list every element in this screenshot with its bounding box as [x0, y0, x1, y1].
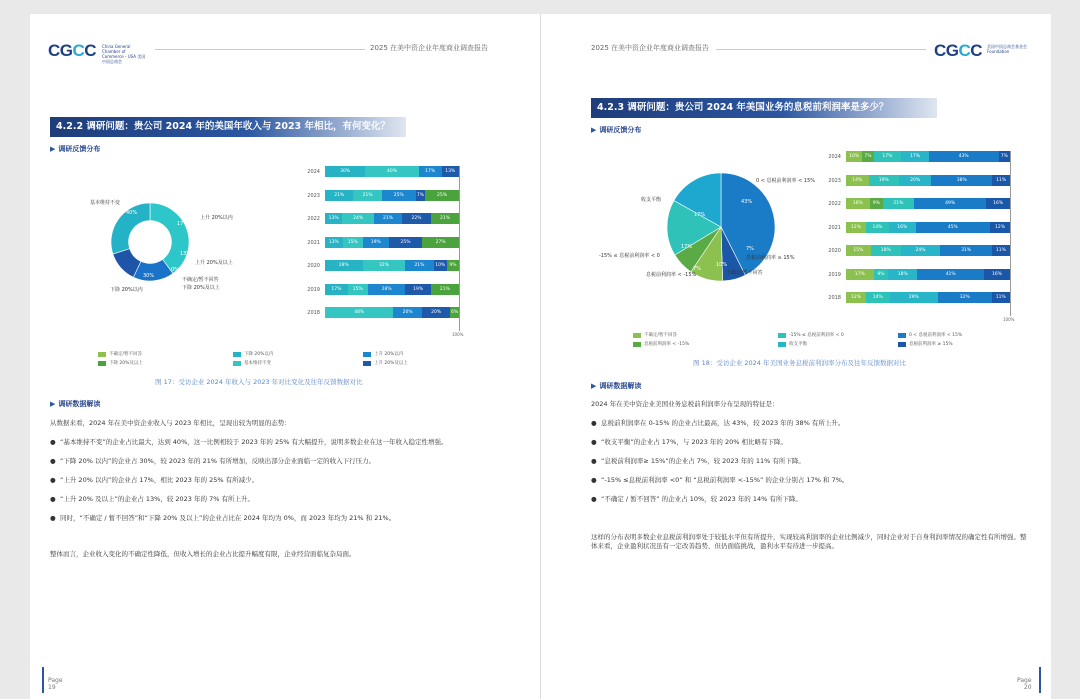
pie-label: 0 < 息税前利润率 < 15% — [756, 178, 816, 184]
bar-year-label: 2022 — [307, 216, 320, 222]
pie-value: 13% — [180, 251, 192, 257]
axis-line — [459, 166, 460, 331]
bar-row — [846, 151, 1010, 162]
chart-legend — [98, 351, 438, 371]
chart-legend — [633, 332, 1013, 352]
legend-item: 下降 20%及以上 — [98, 360, 143, 366]
page-marker — [1039, 667, 1041, 693]
pie-value: 17% — [681, 244, 693, 250]
bar-year-label: 2019 — [307, 286, 320, 293]
bar-segment: 28% — [368, 284, 406, 295]
logo-subtitle: 美国中国总商会基金会 Foundation — [987, 44, 1027, 54]
pie-value: 0% — [171, 267, 179, 273]
report-title: 2025 在美中资企业年度商业调查报告 — [370, 44, 489, 52]
pie-label: 不确定/暂不回答 — [726, 270, 763, 276]
section-title: 4.2.3 调研问题：贵公司 2024 年美国业务的息税前利润率是多少？ — [591, 98, 937, 118]
legend-item: 息税前利润率 ≥ 15% — [898, 341, 953, 347]
page-marker — [42, 667, 44, 693]
bar-year-label: 2021 — [828, 224, 841, 231]
legend-item: 不确定/暂不回答 — [98, 351, 142, 357]
bar-year-label: 2024 — [828, 154, 841, 160]
bar-row — [846, 245, 1010, 256]
bar-segment: 20% — [393, 307, 422, 318]
bar-segment: 49% — [914, 198, 986, 209]
bar-row — [846, 175, 1010, 186]
section-title: 4.2.2 调研问题：贵公司 2024 年的美国年收入与 2023 年相比，有何变化？ — [50, 117, 406, 137]
bullet-item: ● “上升 20% 以内”的企业占 17%，相比 2023 年的 25% 有所减少。 — [50, 476, 259, 484]
bar-segment: 14% — [846, 175, 869, 186]
bar-segment: 21% — [353, 190, 381, 201]
bar-segment: 21% — [431, 213, 459, 224]
pie-label: 收支平衡 — [641, 197, 662, 203]
bar-segment: 21% — [431, 284, 459, 295]
bar-segment: 17% — [846, 269, 874, 280]
bar-segment: 29% — [890, 292, 939, 303]
pie-value: 7% — [693, 266, 701, 272]
bar-year-label: 2021 — [307, 239, 320, 246]
axis-end-label: 100% — [1003, 316, 1015, 322]
header-rule — [716, 49, 926, 50]
bar-segment: 18% — [888, 269, 917, 280]
ebit-margin-stacked-bars — [821, 151, 1015, 331]
bar-segment: 12% — [846, 222, 866, 233]
report-title: 2025 在美中资企业年度商业调查报告 — [591, 44, 710, 52]
bar-segment: 9% — [874, 269, 889, 280]
bar-year-label: 2023 — [828, 177, 841, 184]
bullet-item: ● 同时，“不确定 / 暂不回答”和“下降 20% 及以上”的企业占比在 2024 年均为 0%，而 2023 年均为 21% 和 21%。 — [50, 514, 396, 522]
bar-segment: 13% — [325, 213, 342, 224]
bar-row — [325, 284, 459, 295]
pie-value: 10% — [716, 262, 728, 268]
bar-segment: 11% — [992, 245, 1010, 256]
bar-segment: 30% — [325, 166, 365, 177]
bar-segment: 20% — [899, 175, 931, 186]
bar-year-label: 2018 — [307, 310, 320, 316]
bar-segment: 22% — [402, 213, 431, 224]
bar-segment: 17% — [419, 166, 442, 177]
page-number: Page 19 — [48, 677, 63, 691]
legend-item: 不确定/暂不回答 — [633, 332, 677, 338]
bar-row — [325, 260, 459, 271]
bar-segment: 21% — [325, 190, 353, 201]
bar-segment: 10% — [846, 151, 862, 162]
cgcc-logo: CGCC — [934, 41, 983, 60]
bar-segment: 16% — [986, 198, 1010, 209]
pie-value: 30% — [143, 273, 155, 279]
bar-year-label: 2023 — [307, 192, 320, 199]
bar-row — [846, 269, 1010, 280]
bullet-item: ● “上升 20% 及以上”的企业占 13%，较 2023 年的 7% 有所上升。 — [50, 495, 254, 503]
triangle-icon: ▶ — [50, 400, 56, 408]
bar-segment: 7% — [999, 151, 1010, 162]
bar-segment: 43% — [929, 151, 999, 162]
pie-value: 7% — [746, 246, 754, 252]
bar-row — [846, 198, 1010, 209]
bar-segment: 9% — [870, 198, 883, 209]
pie-value: 17% — [694, 212, 706, 218]
bar-row — [325, 237, 459, 248]
triangle-icon: ▶ — [50, 145, 56, 153]
bar-segment: 32% — [938, 292, 992, 303]
page-20 — [540, 14, 1051, 699]
bar-segment: 38% — [931, 175, 992, 186]
pie-label: 上升 20%及以上 — [195, 260, 233, 266]
pie-label: 下降 20%及以上 — [182, 285, 220, 291]
bar-year-label: 2018 — [828, 295, 841, 301]
bar-segment: 16% — [846, 198, 870, 209]
cgcc-logo: CGCC — [48, 41, 97, 60]
page-19 — [30, 14, 540, 699]
bar-segment: 15% — [846, 245, 871, 256]
pie-label: 上升 20%以内 — [200, 215, 233, 221]
bullet-item: ● 息税前利润率在 0-15% 的企业占比最高，达 43%，较 2023 年的 38% 有所上升。 — [591, 419, 845, 427]
bar-segment: 7% — [862, 151, 873, 162]
bar-row — [846, 292, 1010, 303]
subheading-distribution: ▶ 调研反馈分布 — [591, 126, 642, 134]
bar-segment: 15% — [343, 237, 363, 248]
bar-segment: 31% — [940, 245, 991, 256]
bar-segment: 17% — [874, 151, 902, 162]
bar-row — [325, 307, 459, 318]
bar-segment: 7% — [416, 190, 425, 201]
bar-segment: 16% — [889, 222, 916, 233]
legend-item: 上升 20%及以上 — [363, 360, 408, 366]
bar-year-label: 2024 — [307, 169, 320, 175]
bar-row — [325, 213, 459, 224]
pie-value: 17% — [177, 221, 189, 227]
bar-segment: 25% — [382, 190, 416, 201]
bar-segment: 20% — [422, 307, 451, 318]
bar-row — [846, 222, 1010, 233]
bar-segment: 15% — [348, 284, 368, 295]
legend-item: 上升 20%以内 — [363, 351, 403, 357]
bullet-item: ● “下降 20% 以内”的企业占 30%，较 2023 年的 21% 有所增加，反映出部分企业面临一定的收入下行压力。 — [50, 457, 376, 465]
bullet-item: ● “息税前利润率≥ 15%”的企业占 7%，较 2023 年的 11% 有所下降。 — [591, 457, 805, 465]
bar-segment: 21% — [405, 260, 433, 271]
pie-label: 基本维持不变 — [90, 200, 121, 206]
bar-segment: 6% — [450, 307, 459, 318]
bullet-item: ● “不确定 / 暂不回答” 的企业占 10%，较 2023 年的 14% 有所下降。 — [591, 495, 802, 503]
intro-text: 2024 年在美中资企业美国业务息税前利润率分布呈现的特征是： — [591, 400, 779, 408]
figure-caption: 图 17：受访企业 2024 年收入与 2023 年对比变化及往年反馈数据对比 — [155, 378, 363, 386]
legend-item: 基本维持不变 — [233, 360, 271, 366]
bar-segment: 13% — [325, 237, 343, 248]
bar-row — [325, 166, 459, 177]
pie-label: 息税前利润率 < -15% — [646, 272, 697, 278]
bar-segment: 17% — [325, 284, 348, 295]
bar-segment: 14% — [866, 222, 889, 233]
bar-segment: 21% — [883, 198, 914, 209]
bar-segment: 19% — [405, 284, 430, 295]
pie-label: 息税前利润率 ≥ 15% — [746, 255, 795, 261]
triangle-icon: ▶ — [591, 126, 597, 134]
bar-segment: 14% — [866, 292, 889, 303]
revenue-change-stacked-bars — [300, 166, 464, 346]
figure-caption: 图 18：受访企业 2024 年美国业务息税前利润率分布及往年反馈数据对比 — [693, 359, 907, 367]
bar-row — [325, 190, 459, 201]
bar-segment: 28% — [325, 260, 363, 271]
pie-value: 40% — [126, 210, 138, 216]
bar-year-label: 2020 — [828, 248, 841, 254]
bar-segment: 41% — [917, 269, 984, 280]
bar-segment: 45% — [916, 222, 991, 233]
bullet-item: ● “收支平衡”的企业占 17%，与 2023 年的 20% 相比略有下降。 — [591, 438, 788, 446]
bar-segment: 48% — [325, 307, 393, 318]
triangle-icon: ▶ — [591, 382, 597, 390]
bar-segment: 25% — [389, 237, 423, 248]
intro-text: 从数据来看，2024 年在美中资企业收入与 2023 年相比，呈现出较为明显的态势： — [50, 419, 291, 427]
bar-segment: 18% — [871, 245, 901, 256]
bar-segment: 25% — [425, 190, 459, 201]
pie-label: -15% ≤ 息税前利润率 < 0 — [599, 253, 660, 259]
bar-segment: 17% — [901, 151, 929, 162]
bar-segment: 12% — [990, 222, 1010, 233]
bar-year-label: 2019 — [828, 271, 841, 278]
bar-segment: 40% — [365, 166, 419, 177]
bar-year-label: 2022 — [828, 201, 841, 207]
bar-segment: 11% — [992, 175, 1010, 186]
bar-segment: 13% — [442, 166, 459, 177]
subheading-distribution: ▶ 调研反馈分布 — [50, 145, 101, 153]
conclusion-text: 整体而言，企业收入变化的不确定性降低，但收入增长的企业占比提升幅度有限，企业经营面临复杂局面。 — [50, 550, 356, 558]
bar-segment: 11% — [992, 292, 1010, 303]
legend-item: 0 < 息税前利润率 < 15% — [898, 332, 962, 338]
bar-segment: 24% — [901, 245, 941, 256]
legend-item: 收支平衡 — [778, 341, 807, 347]
legend-item: 息税前利润率 < -15% — [633, 341, 689, 347]
subheading-interpretation: ▶ 调研数据解读 — [591, 382, 642, 390]
bar-segment: 9% — [447, 260, 459, 271]
axis-line — [1010, 151, 1011, 316]
bar-segment: 27% — [422, 237, 459, 248]
legend-item: 下降 20%以内 — [233, 351, 273, 357]
bar-segment: 10% — [434, 260, 447, 271]
bar-year-label: 2020 — [307, 263, 320, 269]
bullet-item: ● “基本维持不变”的企业占比最大，达到 40%，这一比例相较于 2023 年的 25% 有大幅提升，说明多数企业在这一年收入稳定性增强。 — [50, 438, 448, 446]
pie-label: 不确定/暂不回答 — [182, 277, 219, 283]
bar-segment: 21% — [374, 213, 402, 224]
subheading-interpretation: ▶ 调研数据解读 — [50, 400, 101, 408]
conclusion-text: 这样的分布表明多数企业息税前利润率处于较低水平但有所提升，实现较高利润率的企业比例减少，同时企业对于自身利润率情况的确定性有所增强。整体来看，企业盈利状况虽有一定改善趋势，但仍面临挑战，盈利水平有待进一步提高。 — [591, 533, 1027, 550]
bar-segment: 19% — [363, 237, 389, 248]
logo-subtitle: China General Chamber of Commerce - USA 美国中国总商会 — [102, 44, 146, 64]
pie-value: 43% — [741, 199, 753, 205]
bullet-item: ● “-15% ≤息税前利润率 <0” 和 “息税前利润率 <-15%” 的企业分别占 17% 和 7%。 — [591, 476, 849, 484]
axis-end-label: 100% — [452, 331, 464, 337]
page-number: Page 20 — [1017, 677, 1032, 691]
legend-item: -15% ≤ 息税前利润率 < 0 — [778, 332, 844, 338]
pie-label: 下降 20%以内 — [110, 287, 143, 293]
bar-segment: 16% — [984, 269, 1010, 280]
header-rule — [155, 49, 365, 50]
bar-segment: 24% — [342, 213, 374, 224]
bar-segment: 32% — [363, 260, 406, 271]
bar-segment: 12% — [846, 292, 866, 303]
bar-segment: 19% — [869, 175, 900, 186]
